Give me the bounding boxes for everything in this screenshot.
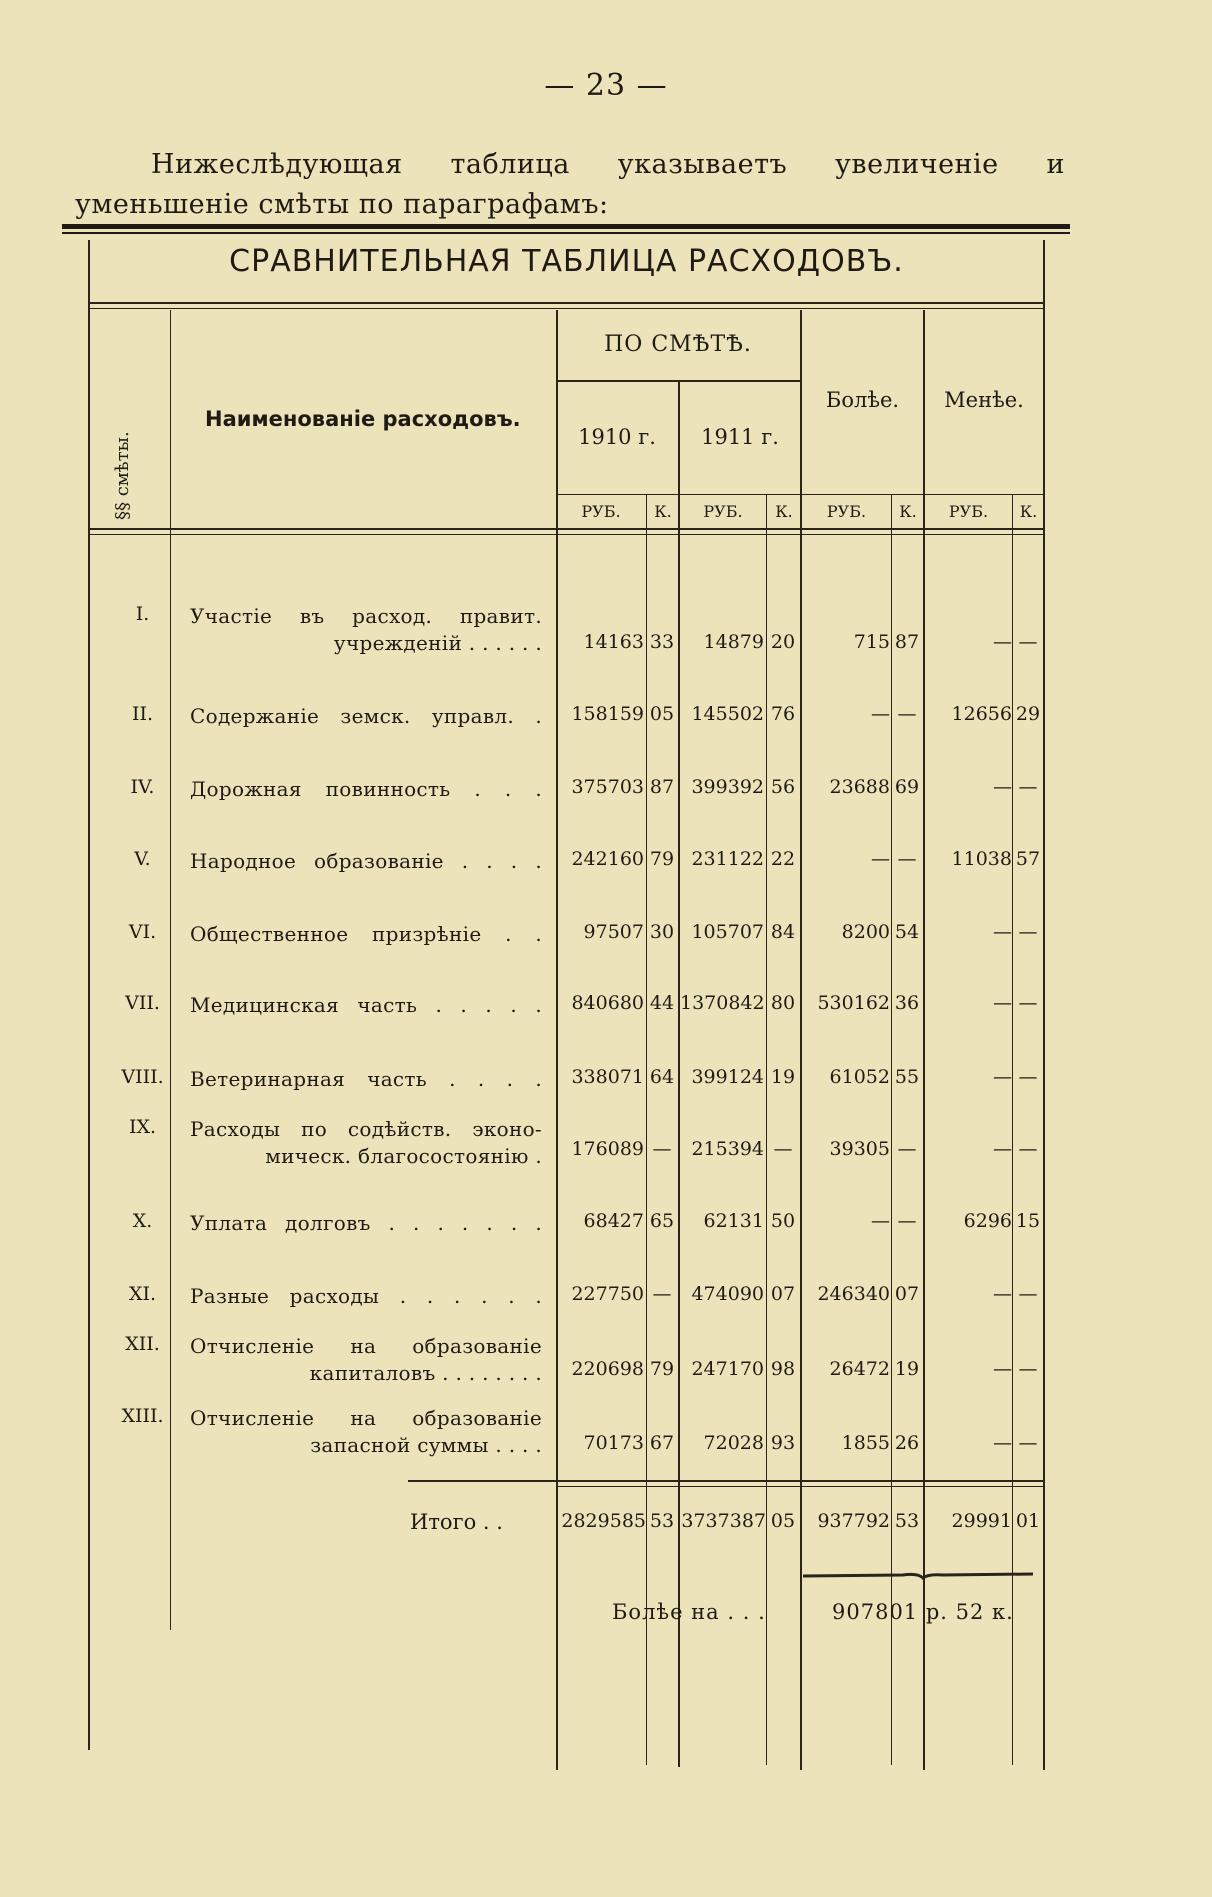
row-kop-menee: —: [1018, 1358, 1038, 1380]
row-name: [190, 1210, 542, 1237]
row-paragraph: XIII.: [121, 1405, 164, 1427]
row-rub-1911: 14879: [703, 631, 764, 653]
row-rub-1910: 97507: [583, 921, 644, 943]
row-rub-1910: 338071: [571, 1066, 644, 1088]
row-rub-bolee: 715: [853, 631, 890, 653]
total-kop-1911: 05: [770, 1510, 796, 1532]
row-name-line2: Содержаніе земск. управл. .: [190, 704, 542, 728]
row-rub-1911: 215394: [691, 1138, 764, 1160]
top-rule-thin: [62, 232, 1070, 234]
row-kop-bolee: 26: [894, 1432, 920, 1454]
row-name-line1: Отчисленіе на образованіе: [190, 1406, 542, 1430]
row-kop-1911: 20: [770, 631, 796, 653]
row-kop-menee: 29: [1015, 703, 1041, 725]
row-kop-1910: —: [652, 1138, 672, 1160]
row-rub-1910: 227750: [571, 1283, 644, 1305]
row-kop-bolee: 54: [894, 921, 920, 943]
header-name: Наименованіе расходовъ.: [205, 407, 521, 431]
row-kop-bolee: —: [897, 1138, 917, 1160]
row-rub-bolee: 8200: [841, 921, 890, 943]
row-rub-menee: —: [993, 631, 1012, 653]
row-kop-1911: 56: [770, 776, 796, 798]
row-kop-bolee: 55: [894, 1066, 920, 1088]
unit-rub-bolee: РУБ.: [826, 502, 867, 521]
row-name-line2: капиталовъ . . . . . . . .: [309, 1361, 542, 1385]
row-rub-bolee: —: [871, 703, 890, 725]
row-paragraph: XI.: [128, 1283, 157, 1305]
row-name-line2: учрежденій . . . . . .: [333, 631, 542, 655]
row-name: [190, 1116, 542, 1170]
row-paragraph: VI.: [128, 921, 157, 943]
row-rub-menee: —: [993, 1283, 1012, 1305]
header-1910: 1910 г.: [578, 425, 656, 449]
page-number: — 23 —: [544, 68, 668, 103]
row-kop-1910: —: [652, 1283, 672, 1305]
row-rub-bolee: 530162: [817, 992, 890, 1014]
row-name: [190, 1066, 542, 1093]
row-paragraph: V.: [134, 848, 151, 870]
row-name-line1: Отчисленіе на образованіе: [190, 1334, 542, 1358]
total-rule-2: [556, 1486, 1043, 1487]
unit-kop-bolee: К.: [899, 502, 917, 521]
row-kop-1911: 19: [770, 1066, 796, 1088]
row-kop-1911: —: [773, 1138, 793, 1160]
row-rub-1911: 399124: [691, 1066, 764, 1088]
row-name-line2: Уплата долговъ . . . . . . .: [190, 1211, 542, 1235]
row-kop-1911: 22: [770, 848, 796, 870]
total-rub-1911: 3737387: [681, 1510, 766, 1532]
col-line-menee: [923, 310, 925, 1770]
summary-label: Болѣе на . . .: [612, 1600, 766, 1624]
header-bolee: Болѣе.: [825, 388, 900, 412]
row-rub-1910: 242160: [571, 848, 644, 870]
row-rub-1911: 105707: [691, 921, 764, 943]
row-name-line2: Народное образованіе . . . .: [190, 849, 542, 873]
row-name-line1: Расходы по содѣйств. эконо-: [190, 1117, 542, 1141]
header-bottom-rule-2: [90, 534, 1043, 535]
title-rule: [90, 302, 1043, 304]
row-rub-bolee: 26472: [829, 1358, 890, 1380]
row-paragraph: VIII.: [121, 1066, 164, 1088]
total-rule: [408, 1480, 1043, 1482]
row-rub-1911: 247170: [691, 1358, 764, 1380]
row-paragraph: I.: [135, 603, 150, 625]
row-kop-bolee: —: [897, 1210, 917, 1232]
table-frame-left: [88, 240, 90, 1750]
col-line-k1911: [766, 495, 767, 1765]
total-rub-menee: 29991: [951, 1510, 1012, 1532]
row-name: [190, 703, 542, 730]
row-name-line2: Общественное призрѣніе . .: [190, 922, 542, 946]
col-line-name: [556, 310, 558, 1770]
row-rub-menee: 6296: [963, 1210, 1012, 1232]
row-name: [190, 603, 542, 657]
row-kop-menee: —: [1018, 1066, 1038, 1088]
row-kop-1911: 80: [770, 992, 796, 1014]
row-kop-bolee: 36: [894, 992, 920, 1014]
row-name: [190, 848, 542, 875]
row-kop-1910: 64: [649, 1066, 675, 1088]
row-kop-bolee: 19: [894, 1358, 920, 1380]
row-rub-1910: 220698: [571, 1358, 644, 1380]
row-rub-bolee: 39305: [829, 1138, 890, 1160]
unit-kop-1910: К.: [654, 502, 672, 521]
row-rub-menee: —: [993, 992, 1012, 1014]
total-rub-1910: 2829585: [561, 1510, 646, 1532]
table-frame-right: [1043, 240, 1045, 1770]
unit-kop-menee: К.: [1019, 502, 1038, 521]
row-rub-1910: 158159: [571, 703, 644, 725]
total-kop-1910: 53: [649, 1510, 675, 1532]
row-rub-bolee: 246340: [817, 1283, 890, 1305]
row-rub-1911: 72028: [703, 1432, 764, 1454]
row-kop-1910: 79: [649, 1358, 675, 1380]
unit-rub-1911: РУБ.: [703, 502, 743, 521]
row-rub-menee: —: [993, 1358, 1012, 1380]
row-paragraph: IV.: [130, 776, 155, 798]
row-kop-1911: 84: [770, 921, 796, 943]
row-kop-1910: 79: [649, 848, 675, 870]
row-rub-1911: 474090: [691, 1283, 764, 1305]
col-line-para: [170, 310, 171, 1630]
intro-paragraph: Нижеслѣдующая таблица указываетъ увеличеніе и уменьшеніе смѣты по параграфамъ:: [75, 149, 1065, 220]
row-name-line2: запасной суммы . . . .: [310, 1433, 542, 1457]
row-rub-1911: 145502: [691, 703, 764, 725]
row-kop-bolee: 69: [894, 776, 920, 798]
row-kop-menee: —: [1018, 1432, 1038, 1454]
row-rub-1910: 375703: [571, 776, 644, 798]
row-kop-1910: 30: [649, 921, 675, 943]
header-bottom-rule: [90, 528, 1043, 530]
row-kop-menee: —: [1018, 921, 1038, 943]
title-rule-2: [90, 308, 1043, 309]
row-rub-menee: —: [993, 1066, 1012, 1088]
row-rub-menee: —: [993, 921, 1012, 943]
row-rub-menee: 11038: [951, 848, 1012, 870]
row-name: [190, 776, 542, 803]
row-name: [190, 1405, 542, 1459]
col-line-k1910: [646, 495, 647, 1765]
summary-value: 907801 р. 52 к.: [832, 1600, 1014, 1624]
row-name: [190, 992, 542, 1019]
row-kop-1911: 07: [770, 1283, 796, 1305]
row-paragraph: IX.: [128, 1116, 157, 1138]
row-paragraph: II.: [131, 703, 154, 725]
row-name-line2: мическ. благосостоянію .: [265, 1144, 542, 1168]
row-rub-1911: 399392: [691, 776, 764, 798]
row-kop-menee: 57: [1015, 848, 1041, 870]
col-line-bolee: [800, 310, 802, 1770]
row-kop-1910: 67: [649, 1432, 675, 1454]
total-rub-bolee: 937792: [817, 1510, 890, 1532]
row-kop-bolee: —: [897, 848, 917, 870]
row-name: [190, 1283, 542, 1310]
row-kop-menee: —: [1018, 992, 1038, 1014]
row-kop-menee: —: [1018, 776, 1038, 798]
row-rub-bolee: 1855: [841, 1432, 890, 1454]
row-rub-bolee: —: [871, 1210, 890, 1232]
row-rub-1911: 1370842: [680, 992, 765, 1014]
row-kop-1911: 50: [770, 1210, 796, 1232]
top-rule-thick: [62, 224, 1070, 229]
unit-kop-1911: К.: [775, 502, 793, 521]
row-name: [190, 1333, 542, 1387]
row-kop-bolee: —: [897, 703, 917, 725]
row-rub-bolee: —: [871, 848, 890, 870]
row-kop-1911: 76: [770, 703, 796, 725]
row-kop-1910: 65: [649, 1210, 675, 1232]
row-paragraph: XII.: [125, 1333, 160, 1355]
row-name-line2: Разные расходы . . . . . .: [190, 1284, 542, 1308]
header-paragraph: §§ смѣты.: [112, 431, 133, 520]
row-kop-1911: 98: [770, 1358, 796, 1380]
row-rub-1910: 70173: [583, 1432, 644, 1454]
row-rub-menee: —: [993, 1432, 1012, 1454]
header-po-smete: ПО СМѢТѢ.: [604, 332, 752, 357]
row-rub-1910: 68427: [583, 1210, 644, 1232]
row-name-line1: Участіе въ расход. правит.: [190, 604, 542, 628]
unit-rub-menee: РУБ.: [948, 502, 989, 521]
row-kop-1911: 93: [770, 1432, 796, 1454]
table-title: СРАВНИТЕЛЬНАЯ ТАБЛИЦА РАСХОДОВЪ.: [229, 244, 904, 279]
row-kop-menee: 15: [1015, 1210, 1041, 1232]
row-rub-1910: 840680: [571, 992, 644, 1014]
total-kop-menee: 01: [1015, 1510, 1041, 1532]
row-rub-1911: 231122: [691, 848, 764, 870]
row-rub-menee: 12656: [951, 703, 1012, 725]
row-name-line2: Медицинская часть . . . . .: [190, 993, 542, 1017]
row-kop-menee: —: [1018, 1283, 1038, 1305]
row-name-line2: Ветеринарная часть . . . .: [190, 1067, 542, 1091]
row-rub-1910: 14163: [583, 631, 644, 653]
row-paragraph: VII.: [125, 992, 160, 1014]
row-paragraph: X.: [132, 1210, 153, 1232]
row-rub-menee: —: [993, 1138, 1012, 1160]
row-kop-1910: 87: [649, 776, 675, 798]
row-kop-1910: 05: [649, 703, 675, 725]
header-menee: Менѣе.: [944, 388, 1024, 412]
swash-ornament: [803, 1572, 1033, 1580]
row-name: [190, 921, 542, 948]
row-kop-menee: —: [1018, 631, 1038, 653]
row-rub-menee: —: [993, 776, 1012, 798]
row-name-line2: Дорожная повинность . . .: [190, 777, 542, 801]
row-rub-1910: 176089: [571, 1138, 644, 1160]
row-kop-1910: 33: [649, 631, 675, 653]
row-kop-1910: 44: [649, 992, 675, 1014]
row-kop-bolee: 87: [894, 631, 920, 653]
total-label: Итого . .: [410, 1510, 503, 1534]
row-kop-bolee: 07: [894, 1283, 920, 1305]
row-rub-1911: 62131: [703, 1210, 764, 1232]
header-1911: 1911 г.: [701, 425, 779, 449]
unit-rub-1910: РУБ.: [581, 502, 621, 521]
row-rub-bolee: 61052: [829, 1066, 890, 1088]
row-rub-bolee: 23688: [829, 776, 890, 798]
total-kop-bolee: 53: [894, 1510, 920, 1532]
row-kop-menee: —: [1018, 1138, 1038, 1160]
